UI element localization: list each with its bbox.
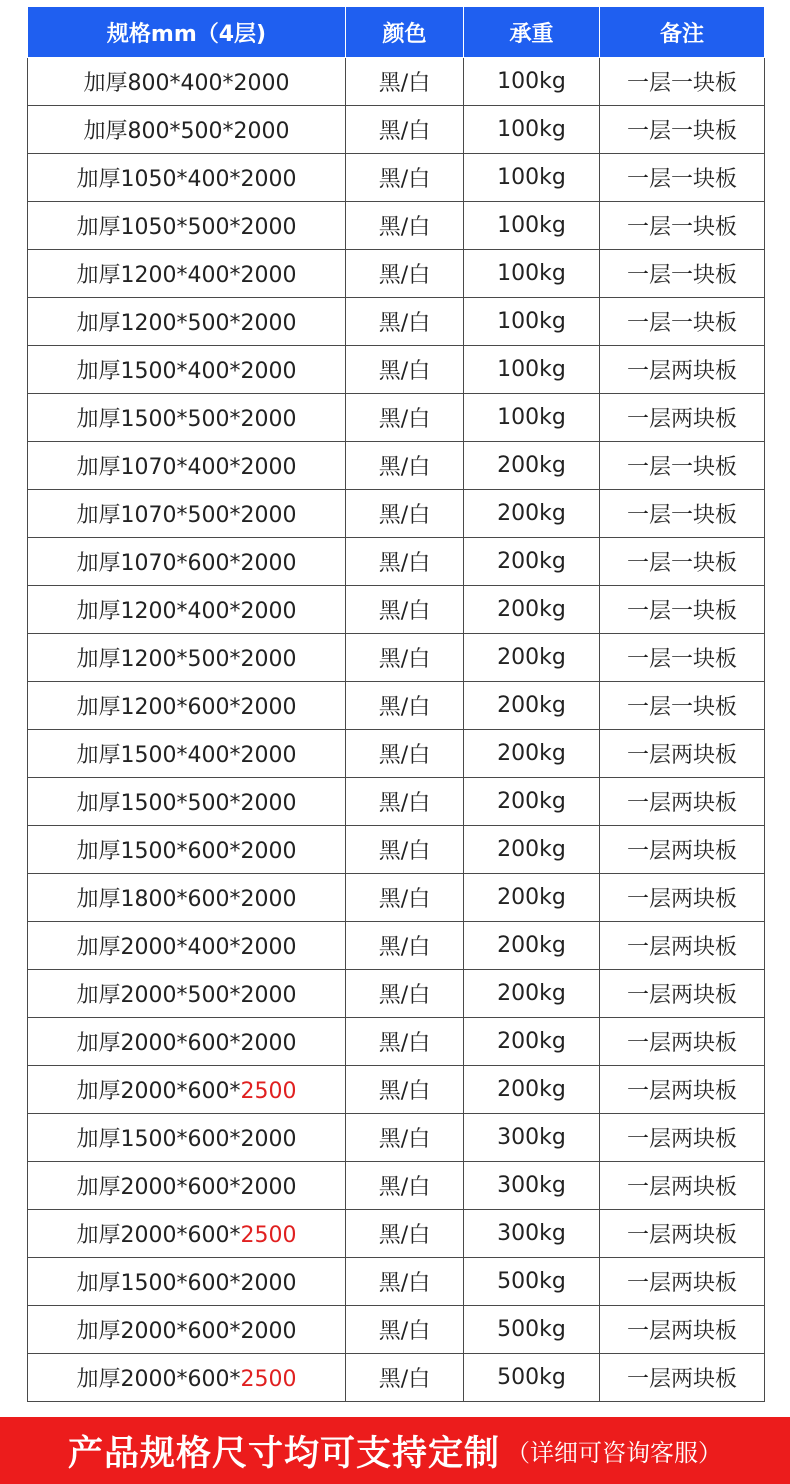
table-row	[28, 682, 765, 730]
spec-text: 加厚1500*600*2000	[76, 1271, 297, 1296]
cell-spec	[28, 1210, 346, 1258]
cell-spec	[28, 1258, 346, 1306]
table-row	[28, 250, 765, 298]
table-row	[28, 970, 765, 1018]
cell-color: 黑/白	[346, 250, 464, 298]
spec-text: 加厚2000*500*2000	[76, 983, 297, 1008]
spec-text: 加厚1200*400*2000	[76, 263, 297, 288]
table-body	[28, 58, 765, 1402]
cell-spec	[28, 922, 346, 970]
spec-text: 加厚1200*500*2000	[76, 311, 297, 336]
spec-text: 加厚1050*400*2000	[76, 167, 297, 192]
cell-color: 黑/白	[346, 490, 464, 538]
table-row	[28, 106, 765, 154]
cell-load: 200kg	[464, 970, 600, 1018]
table-row	[28, 202, 765, 250]
cell-note: 一层一块板	[600, 250, 765, 298]
cell-load: 200kg	[464, 730, 600, 778]
cell-note: 一层两块板	[600, 1210, 765, 1258]
spec-text: 加厚1200*400*2000	[76, 599, 297, 624]
header-color: 颜色	[346, 7, 464, 58]
cell-load: 200kg	[464, 538, 600, 586]
table-row	[28, 1018, 765, 1066]
cell-color: 黑/白	[346, 394, 464, 442]
cell-load: 300kg	[464, 1210, 600, 1258]
cell-spec	[28, 442, 346, 490]
header-load: 承重	[464, 7, 600, 58]
spec-text: 加厚1050*500*2000	[76, 215, 297, 240]
spec-text: 加厚1070*400*2000	[76, 455, 297, 480]
cell-spec	[28, 874, 346, 922]
cell-spec	[28, 154, 346, 202]
cell-note: 一层一块板	[600, 154, 765, 202]
spec-text: 加厚1500*500*2000	[76, 407, 297, 432]
cell-note: 一层一块板	[600, 586, 765, 634]
table-row	[28, 826, 765, 874]
cell-note: 一层一块板	[600, 106, 765, 154]
cell-color: 黑/白	[346, 1258, 464, 1306]
table-row	[28, 394, 765, 442]
cell-note: 一层两块板	[600, 874, 765, 922]
cell-color: 黑/白	[346, 1210, 464, 1258]
spec-text: 加厚1200*600*2000	[76, 695, 297, 720]
cell-note: 一层两块板	[600, 346, 765, 394]
cell-load: 200kg	[464, 586, 600, 634]
cell-load: 200kg	[464, 1066, 600, 1114]
table-row	[28, 154, 765, 202]
cell-spec	[28, 1018, 346, 1066]
cell-load: 200kg	[464, 922, 600, 970]
cell-color: 黑/白	[346, 154, 464, 202]
cell-note: 一层一块板	[600, 634, 765, 682]
table-row	[28, 586, 765, 634]
cell-color: 黑/白	[346, 346, 464, 394]
cell-color: 黑/白	[346, 1066, 464, 1114]
cell-load: 500kg	[464, 1306, 600, 1354]
cell-color: 黑/白	[346, 826, 464, 874]
cell-note: 一层一块板	[600, 298, 765, 346]
cell-color: 黑/白	[346, 970, 464, 1018]
table-row	[28, 1114, 765, 1162]
banner-sub-text: （详细可咨询客服）	[506, 1439, 722, 1467]
spec-highlight-text: 2500	[240, 1079, 297, 1104]
cell-color: 黑/白	[346, 730, 464, 778]
cell-load: 500kg	[464, 1354, 600, 1402]
table-row	[28, 874, 765, 922]
cell-spec	[28, 1162, 346, 1210]
table-header	[28, 7, 765, 58]
cell-spec	[28, 202, 346, 250]
cell-spec	[28, 58, 346, 106]
cell-note: 一层两块板	[600, 394, 765, 442]
spec-text: 加厚1500*600*2000	[76, 839, 297, 864]
table-row	[28, 538, 765, 586]
cell-note: 一层两块板	[600, 1306, 765, 1354]
spec-text: 加厚800*400*2000	[83, 71, 290, 96]
cell-note: 一层两块板	[600, 1018, 765, 1066]
cell-spec	[28, 250, 346, 298]
spec-text: 加厚1500*400*2000	[76, 359, 297, 384]
cell-color: 黑/白	[346, 1162, 464, 1210]
cell-spec	[28, 1066, 346, 1114]
cell-note: 一层两块板	[600, 970, 765, 1018]
cell-note: 一层一块板	[600, 58, 765, 106]
cell-load: 300kg	[464, 1114, 600, 1162]
table-row	[28, 1162, 765, 1210]
spec-text: 加厚2000*600*2000	[76, 1319, 297, 1344]
cell-load: 200kg	[464, 442, 600, 490]
spec-text: 加厚2000*600*	[76, 1367, 241, 1392]
cell-note: 一层一块板	[600, 442, 765, 490]
cell-color: 黑/白	[346, 634, 464, 682]
cell-spec	[28, 586, 346, 634]
table-row	[28, 1258, 765, 1306]
spec-text: 加厚2000*600*	[76, 1079, 241, 1104]
table-row	[28, 1306, 765, 1354]
cell-color: 黑/白	[346, 1114, 464, 1162]
cell-note: 一层两块板	[600, 730, 765, 778]
cell-load: 200kg	[464, 1018, 600, 1066]
cell-note: 一层两块板	[600, 1162, 765, 1210]
cell-note: 一层两块板	[600, 1066, 765, 1114]
cell-color: 黑/白	[346, 922, 464, 970]
cell-load: 200kg	[464, 490, 600, 538]
cell-load: 100kg	[464, 106, 600, 154]
cell-color: 黑/白	[346, 442, 464, 490]
spec-text: 加厚2000*400*2000	[76, 935, 297, 960]
cell-spec	[28, 826, 346, 874]
spec-text: 加厚1800*600*2000	[76, 887, 297, 912]
cell-note: 一层两块板	[600, 1114, 765, 1162]
header-note: 备注	[600, 7, 765, 58]
cell-spec	[28, 394, 346, 442]
cell-spec	[28, 538, 346, 586]
spec-highlight-text: 2500	[240, 1223, 297, 1248]
cell-load: 100kg	[464, 346, 600, 394]
customization-banner	[0, 1417, 790, 1484]
cell-load: 500kg	[464, 1258, 600, 1306]
cell-color: 黑/白	[346, 778, 464, 826]
table-row	[28, 1354, 765, 1402]
cell-color: 黑/白	[346, 1018, 464, 1066]
cell-spec	[28, 490, 346, 538]
table-row	[28, 490, 765, 538]
table-row	[28, 634, 765, 682]
cell-color: 黑/白	[346, 298, 464, 346]
cell-load: 200kg	[464, 874, 600, 922]
cell-load: 100kg	[464, 250, 600, 298]
spec-text: 加厚2000*600*2000	[76, 1031, 297, 1056]
cell-load: 100kg	[464, 202, 600, 250]
cell-color: 黑/白	[346, 202, 464, 250]
header-spec: 规格mm（4层)	[28, 7, 346, 58]
cell-note: 一层两块板	[600, 1354, 765, 1402]
cell-color: 黑/白	[346, 1306, 464, 1354]
table-row	[28, 922, 765, 970]
cell-note: 一层两块板	[600, 1258, 765, 1306]
table-row	[28, 1066, 765, 1114]
spec-text: 加厚1200*500*2000	[76, 647, 297, 672]
cell-color: 黑/白	[346, 58, 464, 106]
banner-main-text: 产品规格尺寸均可支持定制	[67, 1433, 500, 1474]
cell-spec	[28, 1354, 346, 1402]
cell-spec	[28, 106, 346, 154]
cell-spec	[28, 298, 346, 346]
header-row	[28, 7, 765, 58]
table-row	[28, 346, 765, 394]
cell-note: 一层一块板	[600, 490, 765, 538]
cell-note: 一层一块板	[600, 538, 765, 586]
spec-text: 加厚1500*500*2000	[76, 791, 297, 816]
cell-spec	[28, 1114, 346, 1162]
table-row	[28, 1210, 765, 1258]
spec-text: 加厚1070*600*2000	[76, 551, 297, 576]
cell-load: 100kg	[464, 58, 600, 106]
cell-load: 200kg	[464, 682, 600, 730]
cell-note: 一层两块板	[600, 826, 765, 874]
cell-load: 200kg	[464, 634, 600, 682]
spec-text: 加厚1500*400*2000	[76, 743, 297, 768]
cell-load: 200kg	[464, 826, 600, 874]
spec-text: 加厚2000*600*2000	[76, 1175, 297, 1200]
cell-color: 黑/白	[346, 874, 464, 922]
cell-color: 黑/白	[346, 682, 464, 730]
spec-table	[27, 6, 765, 1402]
spec-text: 加厚1500*600*2000	[76, 1127, 297, 1152]
spec-highlight-text: 2500	[240, 1367, 297, 1392]
table-row	[28, 778, 765, 826]
cell-spec	[28, 346, 346, 394]
cell-color: 黑/白	[346, 106, 464, 154]
cell-load: 100kg	[464, 394, 600, 442]
table-row	[28, 298, 765, 346]
spec-text: 加厚1070*500*2000	[76, 503, 297, 528]
cell-load: 100kg	[464, 154, 600, 202]
spec-text: 加厚800*500*2000	[83, 119, 290, 144]
cell-spec	[28, 682, 346, 730]
cell-color: 黑/白	[346, 1354, 464, 1402]
cell-load: 200kg	[464, 778, 600, 826]
cell-load: 100kg	[464, 298, 600, 346]
table-row	[28, 442, 765, 490]
cell-spec	[28, 730, 346, 778]
table-row	[28, 58, 765, 106]
cell-spec	[28, 970, 346, 1018]
cell-note: 一层两块板	[600, 778, 765, 826]
cell-spec	[28, 1306, 346, 1354]
cell-color: 黑/白	[346, 538, 464, 586]
cell-color: 黑/白	[346, 586, 464, 634]
cell-load: 300kg	[464, 1162, 600, 1210]
cell-spec	[28, 634, 346, 682]
cell-spec	[28, 778, 346, 826]
cell-note: 一层一块板	[600, 202, 765, 250]
cell-note: 一层一块板	[600, 682, 765, 730]
table-row	[28, 730, 765, 778]
spec-text: 加厚2000*600*	[76, 1223, 241, 1248]
cell-note: 一层两块板	[600, 922, 765, 970]
